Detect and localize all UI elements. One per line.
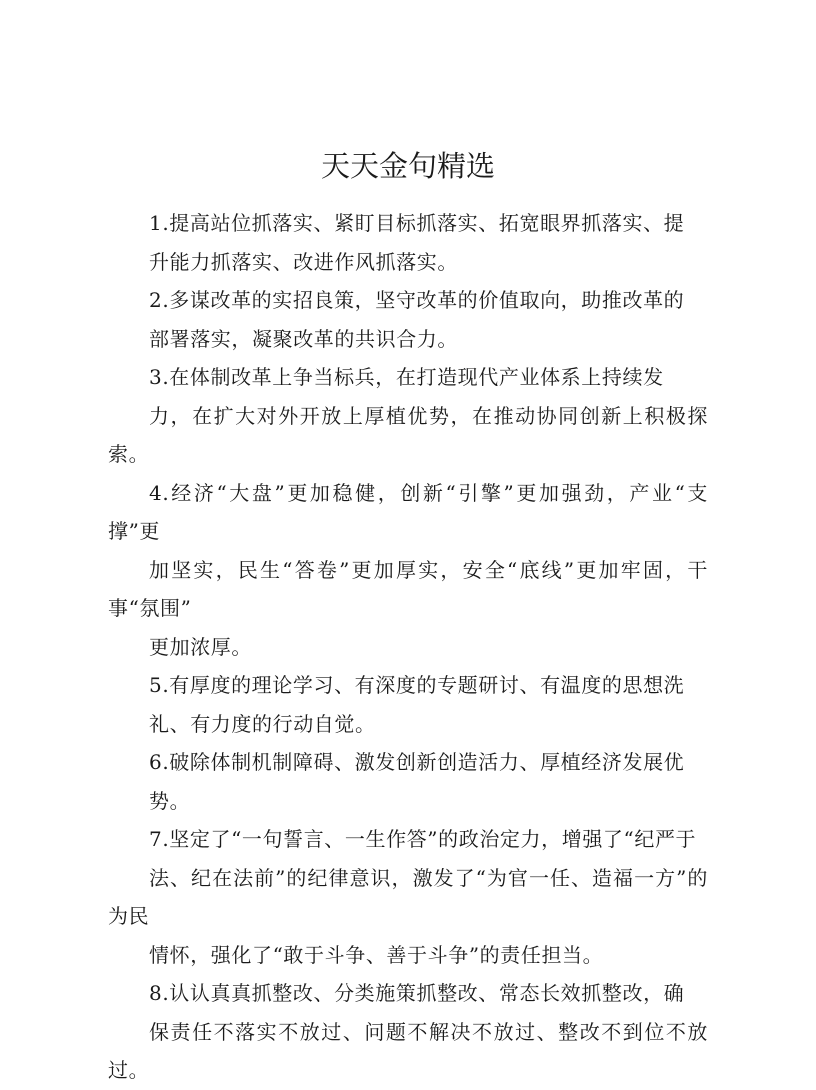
paragraph-line: 升能力抓落实、改进作风抓落实。 (149, 249, 458, 274)
paragraph-6 (108, 743, 708, 820)
paragraph-line: 加坚实，民生“答卷”更加厚实，安全“底线”更加牢固，干事“氛围” (108, 557, 708, 620)
paragraph-line: 3.在体制改革上争当标兵，在打造现代产业体系上持续发 (149, 365, 664, 389)
paragraph-3 (108, 358, 708, 474)
document-title: 天天金句精选 (320, 149, 495, 183)
paragraph-line: 6.破除体制机制障碍、激发创新创造活力、厚植经济发展优 (149, 750, 685, 774)
paragraph-line: 部署落实，凝聚改革的共识合力。 (149, 326, 458, 351)
paragraph-5 (108, 666, 708, 743)
paragraph-line: 8.认认真真抓整改、分类施策抓整改、常态长效抓整改，确 (149, 981, 685, 1005)
paragraph-line: 礼、有力度的行动自觉。 (149, 711, 376, 736)
paragraph-line: 2.多谋改革的实招良策，坚守改革的价值取向，助推改革的 (149, 288, 685, 312)
document-body (108, 204, 708, 1090)
paragraph-7 (108, 820, 708, 974)
paragraph-line: 1.提高站位抓落实、紧盯目标抓落实、拓宽眼界抓落实、提 (149, 211, 685, 235)
paragraph-1 (108, 204, 708, 281)
paragraph-line: 保责任不落实不放过、问题不解决不放过、整改不到位不放过。 (108, 1019, 708, 1082)
paragraph-4 (108, 474, 708, 667)
paragraph-line: 力，在扩大对外开放上厚植优势，在推动协同创新上积极探索。 (108, 403, 708, 466)
paragraph-line: 势。 (149, 788, 191, 813)
paragraph-line: 情怀，强化了“敢于斗争、善于斗争”的责任担当。 (149, 942, 604, 967)
paragraph-line: 4.经济“大盘”更加稳健，创新“引擎”更加强劲，产业“支撑”更 (108, 480, 708, 543)
paragraph-line: 7.坚定了“一句誓言、一生作答”的政治定力，增强了“纪严于 (149, 827, 697, 851)
paragraph-line: 5.有厚度的理论学习、有深度的专题研讨、有温度的思想洗 (149, 673, 685, 697)
paragraph-line: 更加浓厚。 (149, 634, 252, 659)
paragraph-2 (108, 281, 708, 358)
paragraph-line: 法、纪在法前”的纪律意识，激发了“为官一任、造福一方”的为民 (108, 865, 708, 928)
paragraph-8 (108, 974, 708, 1090)
